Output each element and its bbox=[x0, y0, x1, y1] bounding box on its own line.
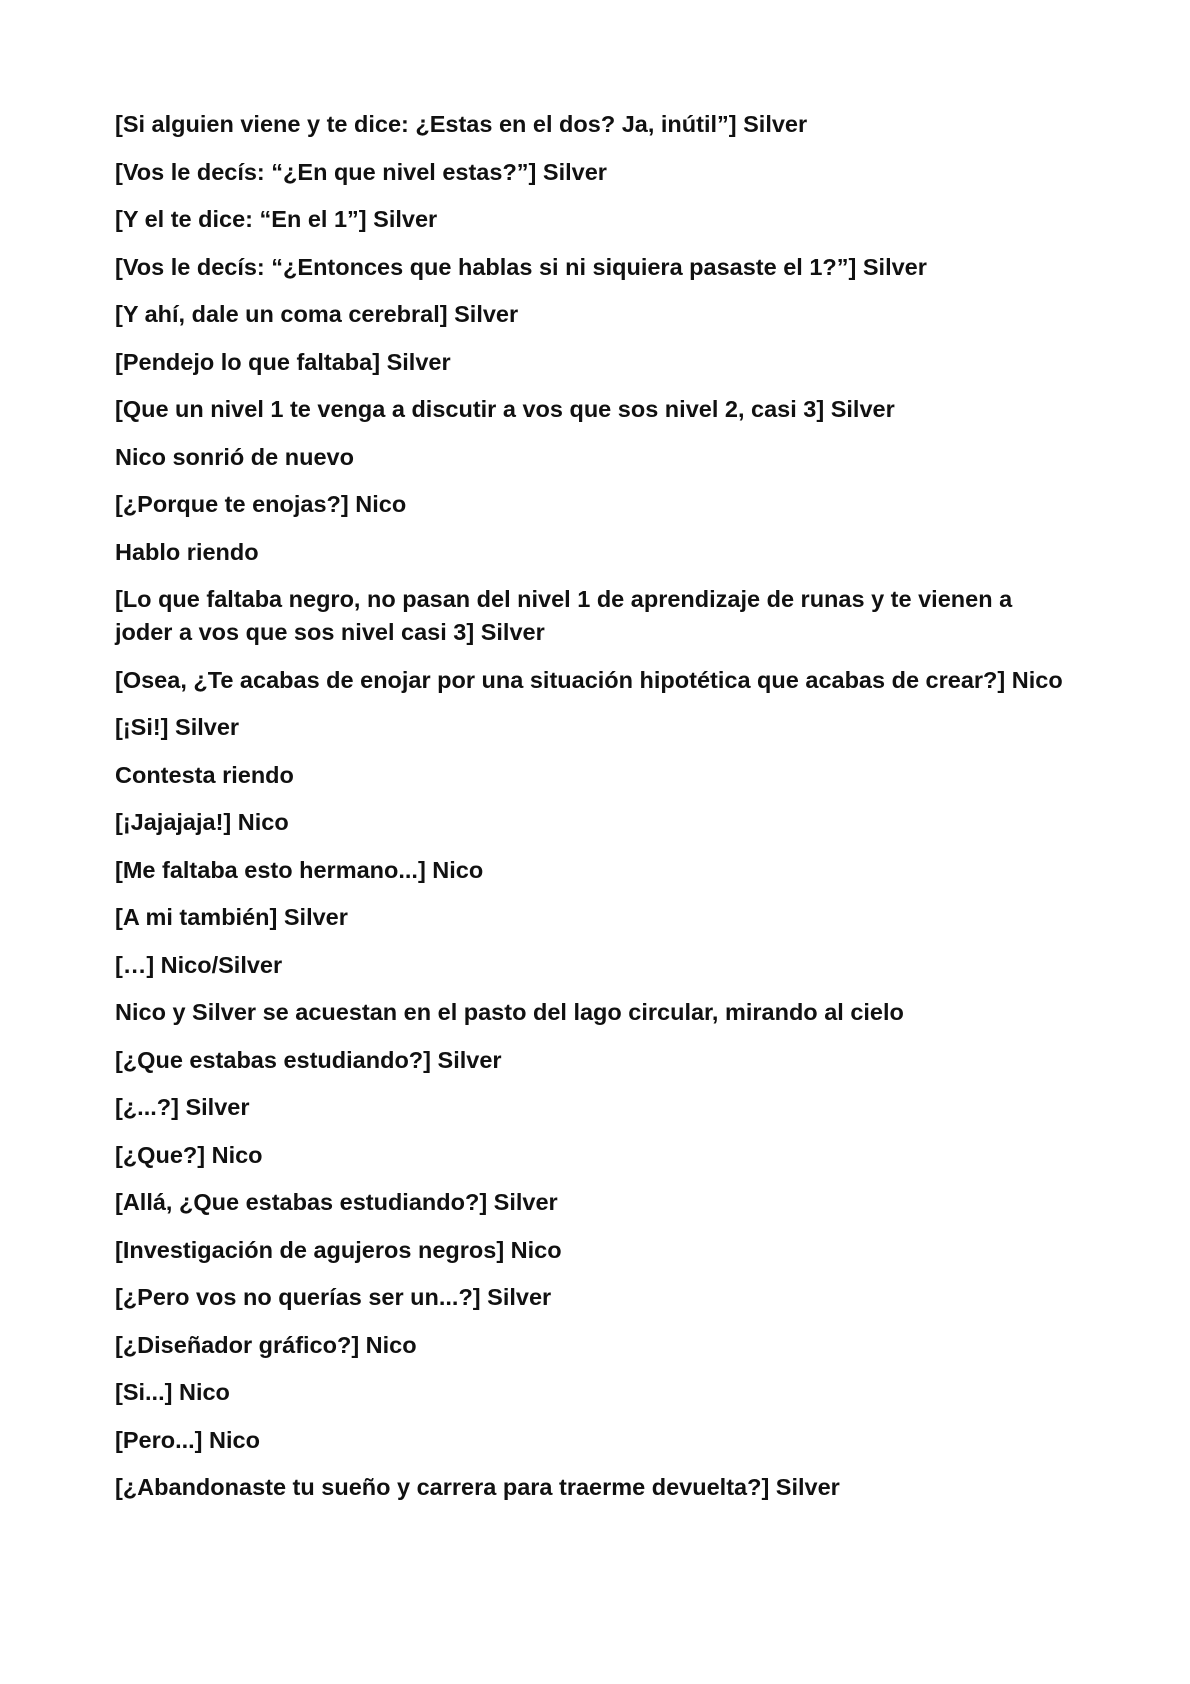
document-body bbox=[115, 108, 1075, 1519]
text-line: [Si...] Nico bbox=[115, 1379, 230, 1405]
text-line: [¿Porque te enojas?] Nico bbox=[115, 491, 407, 517]
text-line: [Que un nivel 1 te venga a discutir a vos que sos nivel 2, casi 3] Silver bbox=[115, 396, 895, 422]
text-line: [Osea, ¿Te acabas de enojar por una situación hipotética que acabas de crear?] Nico bbox=[115, 666, 1063, 693]
text-line: [¿Abandonaste tu sueño y carrera para traerme devuelta?] Silver bbox=[115, 1474, 840, 1500]
text-line: [¿Que estabas estudiando?] Silver bbox=[115, 1046, 502, 1073]
text-line: [¿Que?] Nico bbox=[115, 1141, 263, 1168]
text-line: [¿Pero vos no querías ser un...?] Silver bbox=[115, 1284, 552, 1310]
text-line: [¡Jajajaja!] Nico bbox=[115, 809, 289, 835]
text-line: Nico sonrió de nuevo bbox=[115, 443, 354, 470]
text-line: [Y el te dice: “En el 1”] Silver bbox=[115, 206, 438, 232]
text-line: [Pendejo lo que faltaba] Silver bbox=[115, 348, 451, 375]
text-line: [¿Diseñador gráfico?] Nico bbox=[115, 1331, 417, 1358]
text-line: [Investigación de agujeros negros] Nico bbox=[115, 1236, 562, 1263]
text-line: [Vos le decís: “¿Entonces que hablas si ni siquiera pasaste el 1?”] Silver bbox=[115, 253, 927, 280]
text-line: [Pero...] Nico bbox=[115, 1426, 260, 1453]
text-line: [Allá, ¿Que estabas estudiando?] Silver bbox=[115, 1189, 558, 1215]
text-line: [¿...?] Silver bbox=[115, 1094, 250, 1120]
text-line: [Me faltaba esto hermano...] Nico bbox=[115, 856, 484, 883]
text-line: [Vos le decís: “¿En que nivel estas?”] Silver bbox=[115, 158, 607, 185]
text-line: [Y ahí, dale un coma cerebral] Silver bbox=[115, 301, 519, 327]
text-line: […] Nico/Silver bbox=[115, 951, 283, 978]
text-line: [Si alguien viene y te dice: ¿Estas en el dos? Ja, inútil”] Silver bbox=[115, 111, 808, 137]
text-line: [¡Si!] Silver bbox=[115, 714, 240, 740]
text-line: [A mi también] Silver bbox=[115, 904, 348, 930]
text-line: Contesta riendo bbox=[115, 761, 294, 788]
text-line: [Lo que faltaba negro, no pasan del nivel 1 de aprendizaje de runas y te vienen a joder a vos que sos nivel casi 3] Silver bbox=[115, 586, 1013, 645]
text-line: Nico y Silver se acuestan en el pasto del lago circular, mirando al cielo bbox=[115, 999, 904, 1025]
text-line: Hablo riendo bbox=[115, 538, 259, 565]
